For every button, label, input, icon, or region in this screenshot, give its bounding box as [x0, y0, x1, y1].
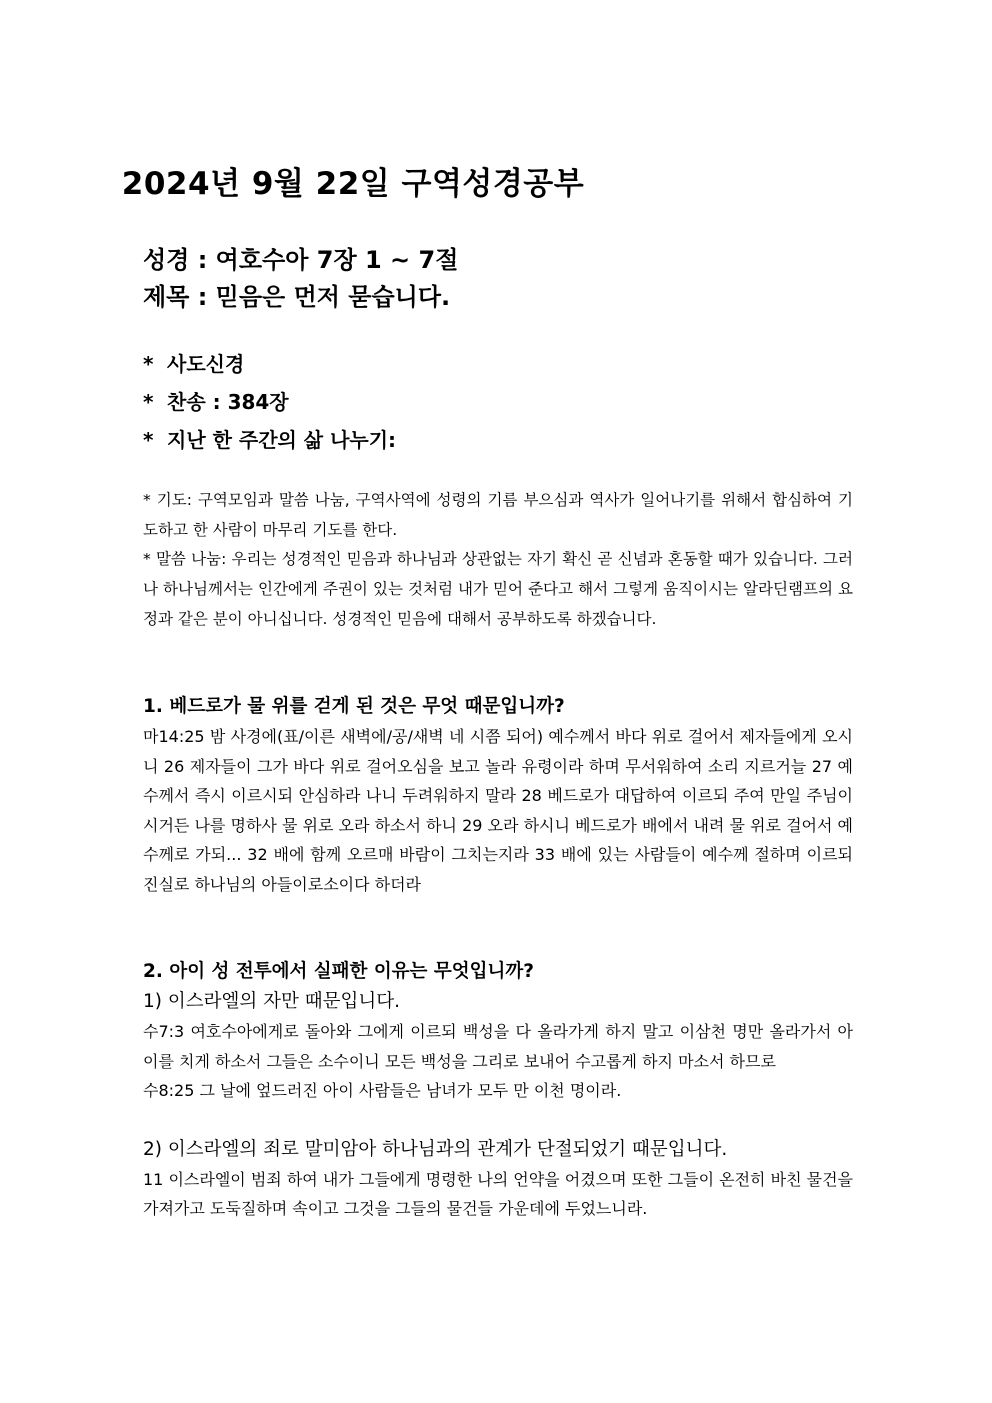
point-2-verse: 11 이스라엘이 범죄 하여 내가 그들에게 명령한 나의 언약을 어겼으며 또한 그들이 온전히 바친 물건을 가져가고 도둑질하며 속이고 그것을 그들의 물건들 가운데에 두었느니라. — [143, 1169, 853, 1218]
point-1-verse: 수7:3 여호수아에게로 돌아와 그에게 이르되 백성을 다 올라가게 하지 말고 이삼천 명만 올라가서 아이를 치게 하소서 그들은 소수이니 모든 백성을 그리로 보내어 수고롭게 하지 마소서 하므로 — [143, 1022, 853, 1071]
agenda-item-label: 찬송 : 384장 — [167, 390, 289, 414]
question-1-passage: 마14:25 밤 사경에(표/이른 새벽에/공/새벽 네 시쯤 되어) 예수께서 바다 위로 걸어서 제자들에게 오시니 26 제자들이 그가 바다 위로 걸어오심을 보고 놀라 유령이라 하며 무서워하여 소리 지르거늘 27 예수께서 즉시 이르시되 안심하라 나니 두려워하지 말라 28 베드로가 대답하여 이르되 주여 만일 주님이시거든 나를 명하사 물 위로 오라 하소서 하니 29 오라 하시니 베드로가 배에서 내려 물 위로 걸어서 예수께로 가되... 32 배에 함께 오르매 바람이 그치는지라 33 배에 있는 사람들이 예수께 절하며 이르되 진실로 하나님의 아들이로소이다 하더라 — [143, 727, 853, 894]
sermon-subject: 제목 : 믿음은 먼저 묻습니다. — [143, 283, 451, 311]
asterisk-marker: * — [143, 390, 154, 414]
scripture-reference: 성경 : 여호수아 7장 1 ~ 7절 — [143, 246, 459, 274]
intro-section — [143, 486, 853, 635]
agenda-item-label: 지난 한 주간의 삶 나누기: — [167, 428, 397, 452]
question-2-heading: 2. 아이 성 전투에서 실패한 이유는 무엇입니까? — [143, 961, 534, 982]
sharing-instruction: * 말씀 나눔: 우리는 성경적인 믿음과 하나님과 상관없는 자기 확신 곧 신념과 혼동할 때가 있습니다. 그러나 하나님께서는 인간에게 주권이 있는 것처럼 내가 믿어 준다고 해서 그렇게 움직이시는 알라딘램프의 요정과 같은 분이 아니십니다. 성경적인 믿음에 대해서 공부하도록 하겠습니다. — [143, 550, 853, 628]
prayer-instruction: * 기도: 구역모임과 말씀 나눔, 구역사역에 성령의 기름 부으심과 역사가 일어나기를 위해서 합심하여 기도하고 한 사람이 마무리 기도를 한다. — [143, 491, 853, 539]
agenda-item-sharing — [143, 421, 396, 459]
question-1-section — [143, 692, 853, 899]
agenda-item-hymn — [143, 383, 396, 421]
study-meta — [143, 242, 458, 316]
question-2-section — [143, 957, 853, 1224]
point-1-heading: 1) 이스라엘의 자만 때문입니다. — [143, 991, 400, 1012]
document-title: 2024년 9월 22일 구역성경공부 — [121, 166, 585, 202]
asterisk-marker: * — [143, 428, 154, 452]
spacer — [143, 1106, 853, 1135]
point-2-heading: 2) 이스라엘의 죄로 말미암아 하나님과의 관계가 단절되었기 때문입니다. — [143, 1138, 728, 1160]
point-1-verse-2: 수8:25 그 날에 엎드러진 아이 사람들은 남녀가 모두 만 이천 명이라. — [143, 1081, 622, 1100]
agenda-item-creed — [143, 345, 396, 383]
agenda-item-label: 사도신경 — [167, 352, 245, 376]
agenda-list — [143, 345, 396, 459]
question-1-heading: 1. 베드로가 물 위를 걷게 된 것은 무엇 때문입니까? — [143, 696, 565, 717]
asterisk-marker: * — [143, 352, 154, 376]
